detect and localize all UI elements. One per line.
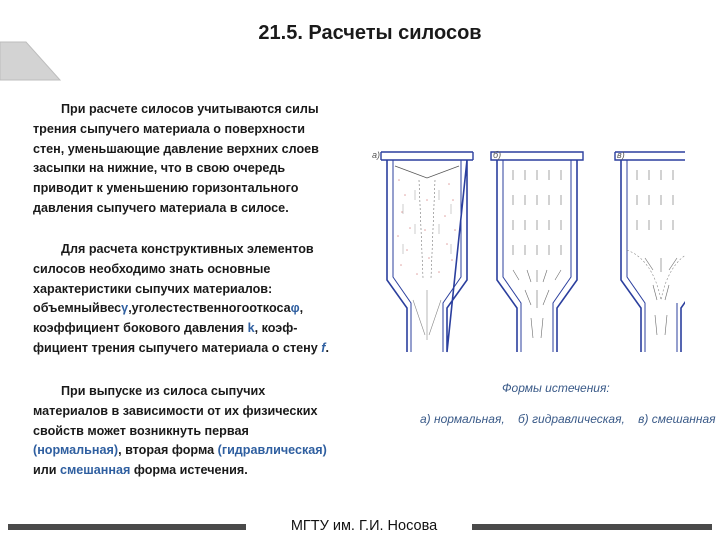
text-line: давления сыпучего материала в силосе. bbox=[33, 200, 289, 215]
text-fragment: ,уголестественногооткоса bbox=[128, 301, 291, 316]
slide-title: 21.5. Расчеты силосов bbox=[258, 22, 482, 44]
text-fragment: коэффициент бокового давления bbox=[33, 321, 248, 336]
term-hydraulic: (гидравлическая) bbox=[217, 443, 327, 458]
f-symbol: f bbox=[321, 340, 326, 355]
footer-text: МГТУ им. Г.И. Носова bbox=[290, 518, 438, 534]
silo-mixed bbox=[615, 152, 685, 352]
text-line: засыпки на нижние, что в свою очередь bbox=[33, 161, 286, 176]
paragraph-friction bbox=[33, 100, 373, 219]
text-line bbox=[33, 299, 373, 319]
text-line bbox=[33, 461, 373, 481]
footer-bar-right bbox=[472, 524, 712, 530]
figure-caption-title: Формы истечения: bbox=[502, 381, 610, 395]
text-line: силосов необходимо знать основные bbox=[33, 261, 271, 276]
silo-normal bbox=[381, 152, 473, 352]
text-fragment: , вторая форма bbox=[118, 443, 218, 458]
text-line: трения сыпучего материала о поверхности bbox=[33, 121, 305, 136]
text-line: свойств может возникнуть первая bbox=[33, 423, 249, 438]
text-line: Для расчета конструктивных элементов bbox=[61, 242, 314, 256]
footer-bar-left bbox=[8, 524, 246, 530]
text-line: При расчете силосов учитываются силы bbox=[61, 102, 319, 116]
caption-hydraulic: б) гидравлическая, bbox=[518, 412, 625, 426]
text-line bbox=[33, 339, 373, 359]
text-line bbox=[33, 319, 373, 339]
phi-symbol: φ bbox=[290, 301, 300, 316]
figure-label-c: в) bbox=[617, 150, 625, 160]
text-line: приводит к уменьшению горизонтального bbox=[33, 181, 299, 196]
figure-label-b: б) bbox=[493, 150, 502, 160]
paragraph-characteristics bbox=[33, 240, 373, 359]
text-line: характеристики сыпучих материалов: bbox=[33, 281, 273, 296]
text-line: При выпуске из силоса сыпучих bbox=[61, 384, 266, 398]
text-line bbox=[33, 441, 373, 461]
caption-mixed: в) смешанная bbox=[638, 412, 716, 426]
gamma-symbol: γ bbox=[121, 301, 129, 316]
text-fragment: или bbox=[33, 463, 60, 478]
text-fragment: форма истечения. bbox=[130, 463, 248, 478]
term-mixed: смешанная bbox=[59, 463, 131, 478]
corner-decoration bbox=[0, 40, 70, 85]
text-fragment: . bbox=[325, 340, 329, 355]
paragraph-outflow bbox=[33, 382, 373, 481]
figure-caption bbox=[420, 412, 720, 426]
k-symbol: k bbox=[247, 321, 255, 336]
text-line: стен, уменьшающие давление верхних слоев bbox=[33, 141, 319, 156]
term-normal: (нормальная) bbox=[33, 443, 119, 458]
text-fragment: фициент трения сыпучего материала о стену bbox=[33, 340, 322, 355]
text-fragment: , коэф- bbox=[254, 321, 298, 336]
silo-hydraulic bbox=[491, 152, 583, 352]
silo-outflow-diagram bbox=[365, 140, 685, 365]
caption-normal: а) нормальная, bbox=[420, 412, 505, 426]
text-fragment: объемныйвес bbox=[33, 301, 122, 316]
text-line: материалов в зависимости от их физических bbox=[33, 403, 318, 418]
text-fragment: , bbox=[299, 301, 304, 316]
figure-label-a: а) bbox=[372, 150, 381, 160]
